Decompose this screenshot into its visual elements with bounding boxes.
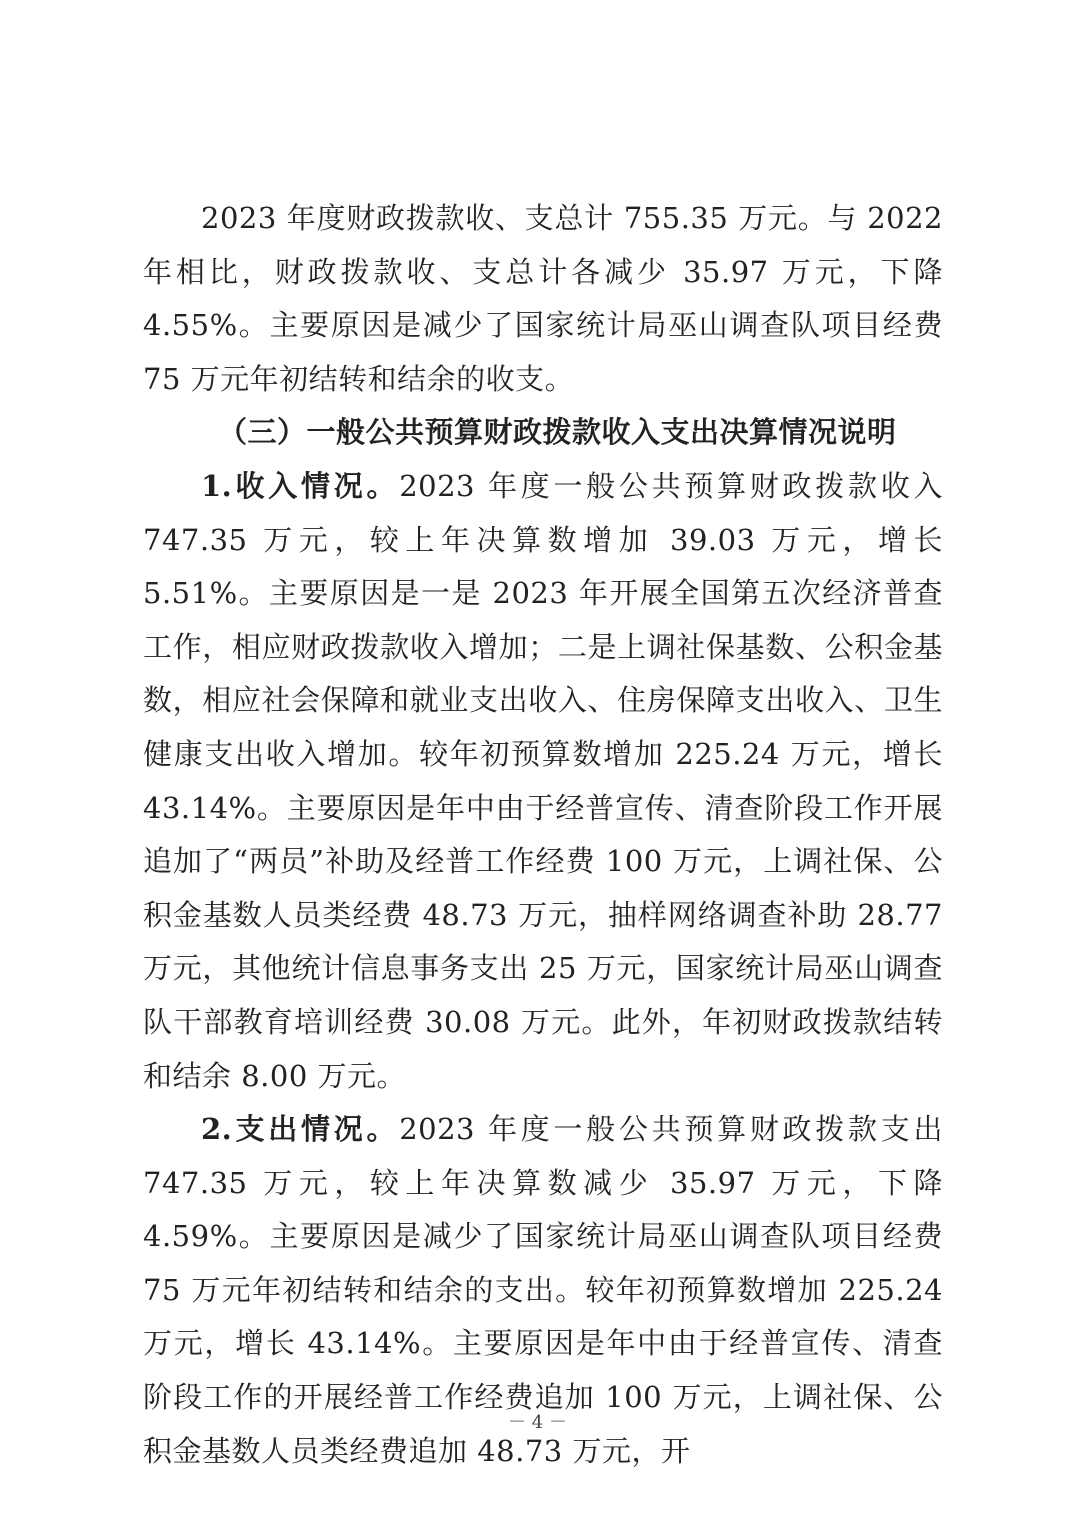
- expense-lead: 2.支出情况。: [201, 1112, 400, 1147]
- paragraph-total-appropriation: 2023 年度财政拨款收、支总计 755.35 万元。与 2022 年相比，财政拨款收、支总计各减少 35.97 万元，下降 4.55%。主要原因是减少了国家统计局巫山调查队项目经费 75 万元年初结转和结余的收支。: [143, 201, 943, 396]
- income-lead: 1.收入情况。: [201, 468, 400, 503]
- income-text: 2023 年度一般公共预算财政拨款收入 747.35 万元，较上年决算数增加 39.03 万元，增长 5.51%。主要原因是一是 2023 年开展全国第五次经济普查工作，相应财政拨款收入增加；二是上调社保基数、公积金基数，相应社会保障和就业支出收入、住房保障支出收入、卫生健康支出收入增加。较年初预算数增加 225.24 万元，增长 43.14%。主要原因是年中由于经普宣传、清查阶段工作开展追加了“两员”补助及经普工作经费 100 万元，上调社保、公积金基数人员类经费 48.73 万元，抽样网络调查补助 28.77 万元，其他统计信息事务支出 25 万元，国家统计局巫山调查队干部教育培训经费 30.08 万元。此外，年初财政拨款结转和结余 8.00 万元。: [143, 468, 943, 1093]
- document-body: [143, 192, 943, 1478]
- paragraph-income: [143, 460, 943, 1103]
- page-number: － 4 －: [508, 1412, 567, 1433]
- section-heading: （三）一般公共预算财政拨款收入支出决算情况说明: [218, 415, 897, 450]
- expense-text: 2023 年度一般公共预算财政拨款支出 747.35 万元，较上年决算数减少 35.97 万元，下降 4.59%。主要原因是减少了国家统计局巫山调查队项目经费 75 万元年初结转和结余的支出。较年初预算数增加 225.24 万元，增长 43.14%。主要原因是年中由于经普宣传、清查阶段工作的开展经普工作经费追加 100 万元，上调社保、公积金基数人员类经费追加 48.73 万元，开: [143, 1112, 943, 1468]
